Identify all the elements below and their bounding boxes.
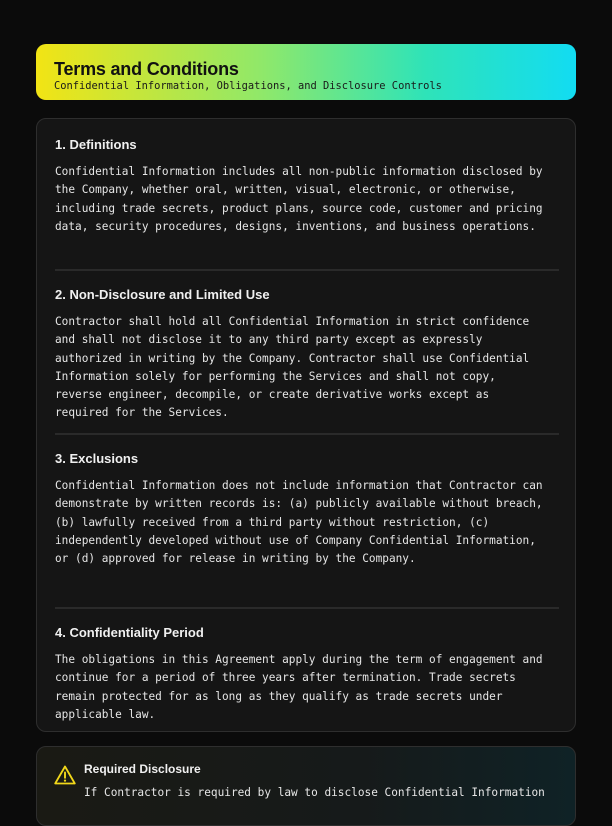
warning-icon — [54, 765, 76, 785]
section-exclusions — [55, 451, 559, 568]
section-heading: 1. Definitions — [55, 137, 137, 152]
callout-text: If Contractor is required by law to disclose Confidential Information — [84, 786, 545, 799]
callout-title: Required Disclosure — [84, 762, 201, 776]
section-heading: 2. Non-Disclosure and Limited Use — [55, 287, 270, 302]
section-heading: 3. Exclusions — [55, 451, 139, 466]
page-subtitle: Confidential Information, Obligations, and Disclosure Controls — [54, 80, 442, 92]
page-title: Terms and Conditions — [54, 59, 239, 79]
section-divider — [55, 269, 559, 271]
section-body: Confidential Information does not include information that Contractor can demonstrate by written records is: (a) publicly available without breach, (b) lawfully received from a third party without restriction, (c) independently developed without use of Company Confidential Information, or (d) approved for release in writing by the Company. — [55, 479, 543, 566]
section-body: Contractor shall hold all Confidential Information in strict confidence and shall not disclose it to any third party except as expressly authorized in writing by the Company. Contractor shall use Confidential Information solely for performing the Services and shall not copy, reverse engineer, decompile, or create derivative works except as required for the Services. — [55, 315, 530, 420]
section-divider — [55, 607, 559, 609]
section-definitions — [55, 137, 559, 236]
required-disclosure-callout — [36, 746, 576, 826]
section-body: Confidential Information includes all non-public information disclosed by the Company, whether oral, written, visual, electronic, or otherwise, including trade secrets, product plans, source code, customer and pricing data, security procedures, designs, inventions, and business operations. — [55, 165, 543, 233]
section-confidentiality-period — [55, 625, 559, 724]
section-non-disclosure — [55, 287, 559, 423]
section-heading: 4. Confidentiality Period — [55, 625, 204, 640]
terms-card — [36, 118, 576, 732]
section-divider — [55, 433, 559, 435]
document-header — [36, 44, 576, 100]
section-body: The obligations in this Agreement apply during the term of engagement and continue for a period of three years after termination. Trade secrets remain protected for as long as they qualify as trade secrets under applicable law. — [55, 653, 543, 721]
